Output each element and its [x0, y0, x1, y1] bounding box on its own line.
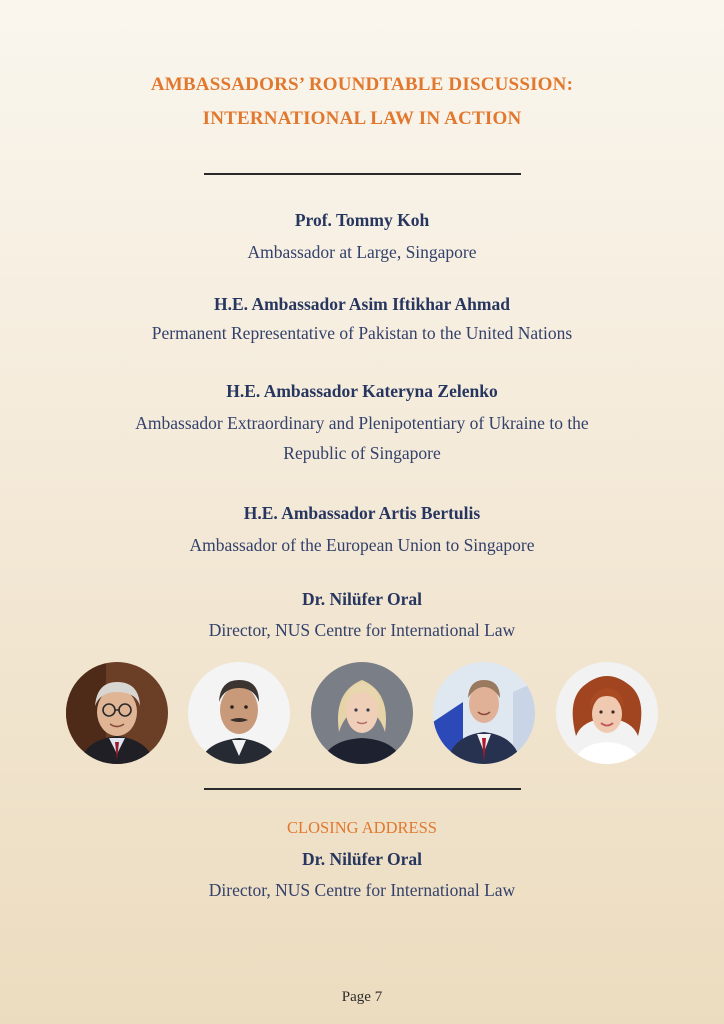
- portrait-asim-ahmad: [188, 662, 290, 764]
- speaker-role-asim-ahmad: Permanent Representative of Pakistan to the United Nations: [151, 323, 573, 343]
- speaker-role-nilufer-oral: Director, NUS Centre for International Law: [208, 620, 516, 640]
- speaker-name-asim-ahmad: H.E. Ambassador Asim Iftikhar Ahmad: [214, 294, 510, 314]
- speaker-name-nilufer-oral: Dr. Nilüfer Oral: [301, 589, 423, 609]
- portrait-artis-bertulis: [433, 662, 535, 764]
- speaker-role-artis-bertulis: Ambassador of the European Union to Singapore: [189, 535, 535, 555]
- speaker-name-kateryna-zelenko: H.E. Ambassador Kateryna Zelenko: [226, 381, 498, 401]
- closing-speaker-name: Dr. Nilüfer Oral: [301, 849, 423, 869]
- speaker-role-tommy-koh: Ambassador at Large, Singapore: [247, 242, 477, 262]
- speaker-name-artis-bertulis: H.E. Ambassador Artis Bertulis: [243, 503, 481, 523]
- section-title-line1: AMBASSADORS’ ROUNDTABLE DISCUSSION:: [150, 74, 574, 95]
- top-divider: [204, 173, 521, 175]
- page-number: Page 7: [341, 989, 383, 1005]
- speaker-name-tommy-koh: Prof. Tommy Koh: [294, 210, 430, 230]
- bottom-divider: [204, 788, 521, 790]
- closing-speaker-role: Director, NUS Centre for International Law: [208, 880, 516, 900]
- section-title-line2: INTERNATIONAL LAW IN ACTION: [202, 108, 522, 129]
- speaker-role-kateryna-zelenko-line1: Ambassador Extraordinary and Plenipotentiary of Ukraine to the: [135, 413, 589, 433]
- speaker-role-kateryna-zelenko-line2: Republic of Singapore: [283, 443, 441, 463]
- portrait-tommy-koh: [66, 662, 168, 764]
- speaker-portraits-row: [66, 662, 658, 766]
- portrait-nilufer-oral: [556, 662, 658, 764]
- closing-address-label: CLOSING ADDRESS: [287, 818, 437, 837]
- portrait-kateryna-zelenko: [311, 662, 413, 764]
